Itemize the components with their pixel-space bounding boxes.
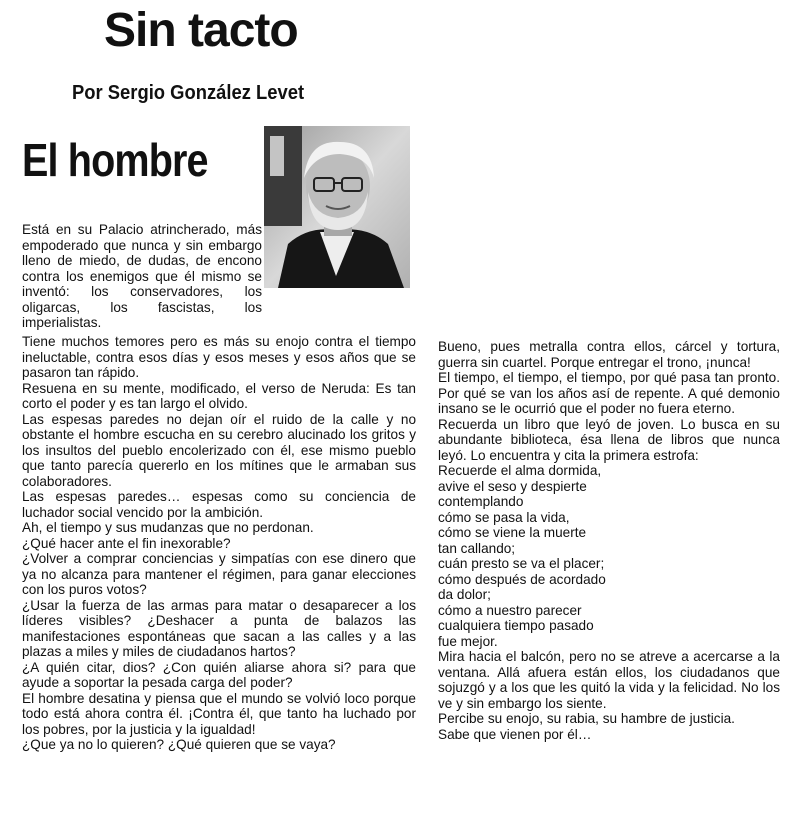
paragraph: El hombre desatina y piensa que el mundo se volvió loco porque todo está ahora contra él. ¡Contra él, que tanto ha luchado por los pobres, por la justicia y la igualdad! <box>22 690 416 737</box>
paragraph: ¿Que ya no lo quieren? ¿Qué quieren que se vaya? <box>22 737 336 752</box>
paragraph: Las espesas paredes no dejan oír el ruido de la calle y no obstante el hombre escucha en su cerebro alucinado los gritos y los insultos del pueblo encolerizado con él, ese mismo pueblo que tanto parecía quererlo en los mítines que le armaban sus colaboradores. <box>22 411 416 489</box>
poem-line: cualquiera tiempo pasado <box>438 618 594 633</box>
poem-line: cómo después de acordado <box>438 571 606 587</box>
paragraph: Sabe que vienen por él… <box>438 726 592 742</box>
paragraph: ¿Qué hacer ante el fin inexorable? <box>22 535 231 551</box>
paragraph: Percibe su enojo, su rabia, su hambre de justicia. <box>438 711 735 726</box>
author-portrait-icon <box>264 126 410 288</box>
intro-paragraph <box>22 222 262 331</box>
poem-line: tan callando; <box>438 540 516 556</box>
paragraph: ¿Volver a comprar conciencias y simpatías con ese dinero que ya no alcanza para mantener el régimen, para ganar elecciones con los puros votos? <box>22 551 416 597</box>
poem-stanza <box>438 463 780 649</box>
poem-line: da dolor; <box>438 587 491 602</box>
poem-line: Recuerde el alma dormida, <box>438 463 602 478</box>
paragraph: ¿Usar la fuerza de las armas para matar o desaparecer a los líderes visibles? ¿Deshacer a punta de balazos las manifestaciones espontáneas que sacan a las calles y a las plazas a miles y miles de ciudadanos hartos? <box>22 597 416 659</box>
poem-line: cómo a nuestro parecer <box>438 602 582 618</box>
paragraph: Mira hacia el balcón, pero no se atreve a acercarse a la ventana. Allá afuera están ellos, los ciudadanos que sojuzgó y a los que les quitó la vida y la felicidad. No los ve y sin embargo los siente. <box>438 649 780 711</box>
poem-line: avive el seso y despierte <box>438 478 587 494</box>
column-left <box>22 334 416 753</box>
paragraph: Resuena en su mente, modificado, el verso de Neruda: Es tan corto el poder y es tan largo el olvido. <box>22 380 416 411</box>
headline: El hombre <box>22 134 208 186</box>
column-right <box>438 339 780 742</box>
poem-line: cuán presto se va el placer; <box>438 556 605 571</box>
author-portrait-svg <box>264 126 410 288</box>
poem-line: cómo se pasa la vida, <box>438 509 570 525</box>
paragraph: Recuerda un libro que leyó de joven. Lo busca en su abundante biblioteca, ésa llena de libros que nunca leyó. Lo encuentra y cita la primera estrofa: <box>438 416 780 463</box>
paragraph: Está en su Palacio atrincherado, más empoderado que nunca y sin embargo lleno de miedo, de dudas, de encono contra los enemigos que él mismo se inventó: los conservadores, los oligarcas, los fascistas, los imperialistas. <box>22 222 262 330</box>
paragraph: El tiempo, el tiempo, el tiempo, por qué pasa tan pronto. Por qué se van los años así de repente. A qué demonio insano se le ocurrió que el poder no fuera eterno. <box>438 370 780 416</box>
poem-line: fue mejor. <box>438 633 498 649</box>
poem-line: cómo se viene la muerte <box>438 525 587 540</box>
byline: Por Sergio González Levet <box>72 82 305 104</box>
poem-line: contemplando <box>438 494 524 509</box>
paragraph: Tiene muchos temores pero es más su enojo contra el tiempo ineluctable, contra esos días y esos meses y esos años que se pasaron tan rápido. <box>22 334 416 380</box>
paragraph: Ah, el tiempo y sus mudanzas que no perdonan. <box>22 520 314 535</box>
column-name: Sin tacto <box>104 4 298 57</box>
paragraph: Las espesas paredes… espesas como su conciencia de luchador social vencido por la ambición. <box>22 489 416 520</box>
paragraph: ¿A quién citar, dios? ¿Con quién aliarse ahora si? para que ayude a soportar la pesada carga del poder? <box>22 659 416 690</box>
paragraph: Bueno, pues metralla contra ellos, cárcel y tortura, guerra sin cuartel. Porque entregar el trono, ¡nunca! <box>438 339 780 370</box>
